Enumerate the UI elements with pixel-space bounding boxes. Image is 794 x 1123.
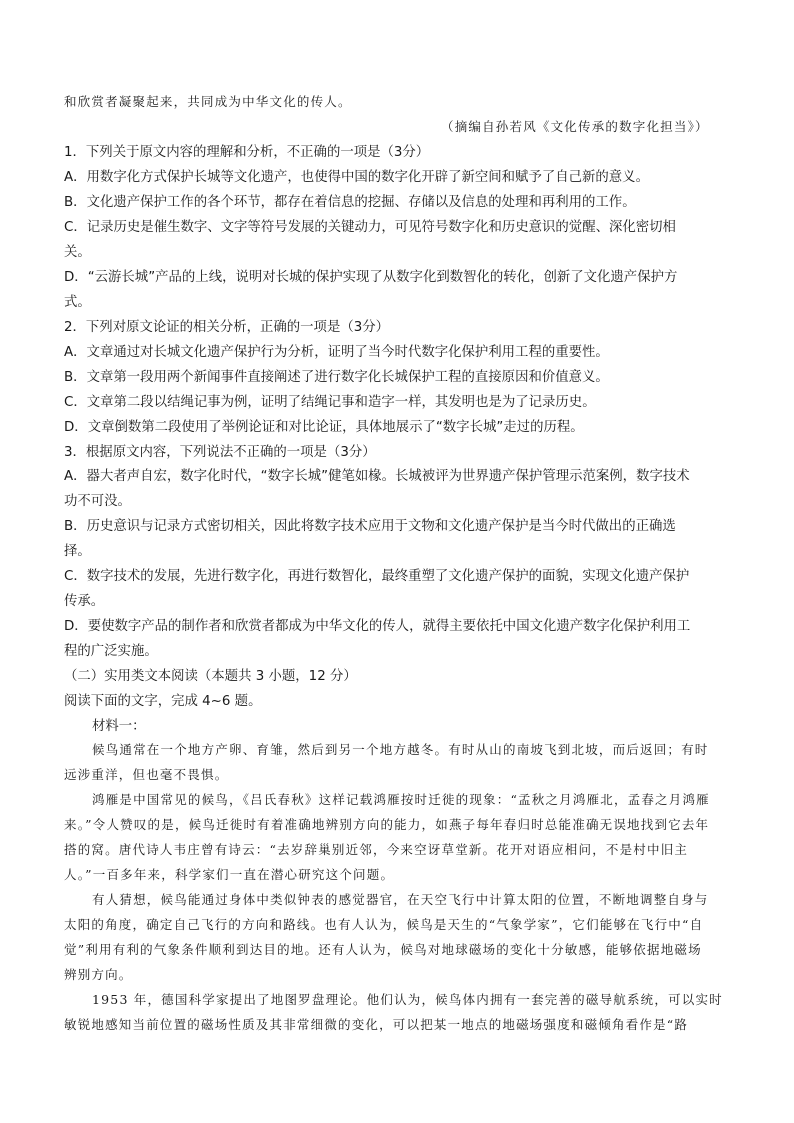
passage-paragraph-2: 鸿雁是中国常见的候鸟，《吕氏春秋》这样记载鸿雁按时迁徙的现象：“孟秋之月鸿雁北，孟春之月鸿雁 — [92, 792, 710, 807]
question-3-option-a: A．器大者声自宏，数字化时代，“数字长城”健笔如椽。长城被评为世界遗产保护管理示范案例，数字技术 — [64, 469, 690, 484]
question-3-option-d: D．要使数字产品的制作者和欣赏者都成为中华文化的传人，就得主要依托中国文化遗产数字化保护利用工 — [64, 619, 691, 634]
question-2-option-c: C．文章第二段以结绳记事为例，证明了结绳记事和造字一样，其发明也是为了记录历史。 — [64, 395, 596, 410]
question-1-option-d-cont: 式。 — [64, 295, 91, 310]
passage-paragraph-1: 候鸟通常在一个地方产卵、育雏，然后到另一个地方越冬。有时从山的南坡飞到北坡，而后返回；有时 — [92, 742, 709, 757]
material-label: 材料一： — [92, 719, 146, 734]
question-3-option-c: C．数字技术的发展，先进行数字化，再进行数智化，最终重塑了文化遗产保护的面貌，实现文化遗产保护 — [64, 569, 690, 584]
question-3-option-b: B．历史意识与记录方式密切相关，因此将数字技术应用于文物和文化遗产保护是当今时代做出的正确选 — [64, 519, 676, 534]
passage-paragraph-3-cont-1: 太阳的角度，确定自己飞行的方向和路线。也有人认为，候鸟是天生的“气象学家”，它们能够在飞行中“自 — [64, 917, 704, 932]
source-citation: （摘编自孙若风《文化传承的数字化担当》） — [441, 119, 709, 134]
question-1-option-a: A．用数字化方式保护长城等文化遗产，也使得中国的数字化开辟了新空间和赋予了自己新的意义。 — [64, 170, 649, 185]
question-1-stem: 1．下列关于原文内容的理解和分析，不正确的一项是（3分） — [64, 145, 430, 160]
question-1-option-c-cont: 关。 — [64, 245, 91, 260]
passage-paragraph-4: 1953 年，德国科学家提出了地图罗盘理论。他们认为，候鸟体内拥有一套完善的磁导航系统，可以实时 — [92, 992, 723, 1007]
question-2-option-b: B．文章第一段用两个新闻事件直接阐述了进行数字化长城保护工程的直接原因和价值意义。 — [64, 370, 609, 385]
passage-paragraph-3-cont-3: 辨别方向。 — [64, 967, 133, 982]
passage-paragraph-3-cont-2: 觉”利用有利的气象条件顺利到达目的地。还有人认为，候鸟对地球磁场的变化十分敏感，能够依据地磁场 — [64, 942, 702, 957]
question-1-option-c: C．记录历史是催生数字、文字等符号发展的关键动力，可见符号数字化和历史意识的觉醒、深化密切相 — [64, 220, 676, 235]
question-3-option-a-cont: 功不可没。 — [64, 494, 131, 509]
question-2-option-a: A．文章通过对长城文化遗产保护行为分析，证明了当今时代数字化保护利用工程的重要性。 — [64, 345, 609, 360]
question-2-stem: 2．下列对原文论证的相关分析，正确的一项是（3分） — [64, 320, 390, 335]
passage-paragraph-1-cont: 远涉重洋，但也毫不畏惧。 — [64, 767, 229, 782]
question-3-option-d-cont: 程的广泛实施。 — [64, 644, 158, 659]
passage-paragraph-4-cont: 敏锐地感知当前位置的磁场性质及其非常细微的变化，可以把某一地点的地磁场强度和磁倾角看作是“路 — [64, 1017, 689, 1032]
question-2-option-d: D．文章倒数第二段使用了举例论证和对比论证，具体地展示了“数字长城”走过的历程。 — [64, 420, 584, 435]
passage-paragraph-2-cont-3: 人。”一百多年来，科学家们一直在潜心研究这个问题。 — [64, 867, 395, 882]
question-1-option-b: B．文化遗产保护工作的各个环节，都存在着信息的挖掘、存储以及信息的处理和再利用的工作。 — [64, 195, 636, 210]
passage-paragraph-2-cont-2: 搭的窝。唐代诗人韦庄曾有诗云：“去岁辞巢别近邻，今来空讶草堂新。花开对语应相问，不是村中旧主 — [64, 842, 689, 857]
question-3-option-b-cont: 择。 — [64, 544, 91, 559]
passage-paragraph-2-cont-1: 来。”令人赞叹的是，候鸟迁徙时有着准确地辨别方向的能力，如燕子每年春归时总能准确无误地找到它去年 — [64, 817, 710, 832]
intro-line: 和欣赏者凝聚起来，共同成为中华文化的传人。 — [64, 94, 352, 109]
question-3-stem: 3．根据原文内容，下列说法不正确的一项是（3分） — [64, 445, 376, 460]
passage-paragraph-3: 有人猜想，候鸟能通过身体中类似钟表的感觉器官，在天空飞行中计算太阳的位置，不断地调整自身与 — [92, 892, 709, 907]
question-3-option-c-cont: 传承。 — [64, 594, 105, 609]
section-heading: （二）实用类文本阅读（本题共 3 小题，12 分） — [64, 669, 357, 684]
section-instruction: 阅读下面的文字，完成 4~6 题。 — [64, 694, 262, 709]
question-1-option-d: D．“云游长城”产品的上线，说明对长城的保护实现了从数字化到数智化的转化，创新了文化遗产保护方 — [64, 270, 678, 285]
